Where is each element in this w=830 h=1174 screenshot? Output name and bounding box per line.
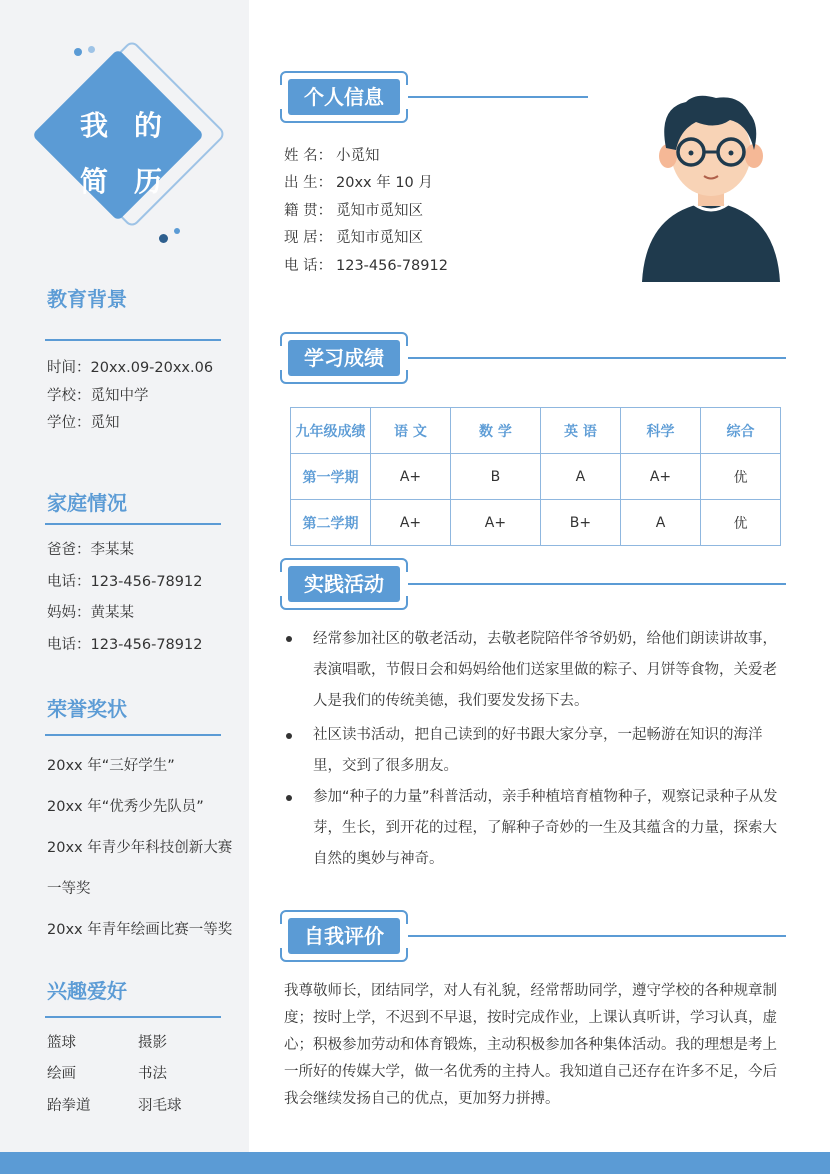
info-row-name xyxy=(284,144,380,165)
hobby-item: 绘画 xyxy=(47,1066,76,1082)
info-row-birth xyxy=(284,171,433,192)
hobby-item: 摄影 xyxy=(138,1035,167,1051)
bullet-icon xyxy=(286,733,292,739)
logo-char: 历 xyxy=(134,165,163,198)
resume-logo xyxy=(22,44,222,244)
section-title: 实践活动 xyxy=(288,566,400,602)
section-line xyxy=(408,357,786,359)
education-line: 时间：20xx.09-20xx.06 xyxy=(47,360,214,376)
section-divider xyxy=(45,523,221,525)
info-row-phone xyxy=(284,254,448,275)
info-label: 出 生： xyxy=(284,175,333,191)
avatar-illustration xyxy=(636,90,786,290)
info-value: 觅知市觅知区 xyxy=(336,203,423,219)
section-line xyxy=(408,583,786,585)
honor-line: 20xx 年青年绘画比赛一等奖 xyxy=(47,922,233,938)
info-value: 小觅知 xyxy=(336,148,380,164)
family-line: 爸爸：李某某 xyxy=(47,542,134,558)
table-header-cell: 语 文 xyxy=(370,408,450,454)
hobby-item: 羽毛球 xyxy=(138,1098,182,1114)
info-value: 20xx 年 10 月 xyxy=(336,175,433,191)
honor-line: 20xx 年青少年科技创新大赛 xyxy=(47,840,233,856)
hobby-item: 篮球 xyxy=(47,1035,76,1051)
honors-title: 荣誉奖状 xyxy=(47,697,127,721)
logo-char: 的 xyxy=(134,109,163,142)
table-header-cell: 英 语 xyxy=(540,408,620,454)
hobby-item: 跆拳道 xyxy=(47,1098,91,1114)
table-cell: A xyxy=(540,454,620,500)
table-cell: A+ xyxy=(620,454,700,500)
section-divider xyxy=(45,339,221,341)
decor-dot xyxy=(174,228,180,234)
table-row xyxy=(291,454,781,500)
section-title: 个人信息 xyxy=(288,79,400,115)
table-cell: A+ xyxy=(451,500,541,546)
table-cell: A xyxy=(620,500,700,546)
honor-line: 一等奖 xyxy=(47,881,91,897)
info-row-residence xyxy=(284,226,423,247)
education-title: 教育背景 xyxy=(47,287,127,311)
table-cell: B+ xyxy=(540,500,620,546)
practice-item: 经常参加社区的敬老活动，去敬老院陪伴爷爷奶奶，给他们朗读讲故事，表演唱歌，节假日会和妈妈给他们送家里做的粽子、月饼等食物，关爱老人是我们的传统美德，我们要发发扬下去。 xyxy=(313,631,777,709)
info-label: 现 居： xyxy=(284,230,333,246)
table-cell: 优 xyxy=(701,500,781,546)
info-label: 电 话： xyxy=(284,258,333,274)
grades-table xyxy=(290,407,781,546)
family-line: 妈妈：黄某某 xyxy=(47,605,134,621)
logo-char: 简 xyxy=(80,165,109,198)
section-line xyxy=(408,96,588,98)
education-line: 学位：觅知 xyxy=(47,415,120,431)
info-value: 觅知市觅知区 xyxy=(336,230,423,246)
self-eval-text: 我尊敬师长，团结同学，对人有礼貌，经常帮助同学，遵守学校的各种规章制度；按时上学，不迟到不早退，按时完成作业，上课认真听讲，学习认真，虚心；积极参加劳动和体育锻炼，主动积极参加各种集体活动。我的理想是考上一所好的传媒大学，做一名优秀的主持人。我知道自己还存在许多不足，今后我会继续发扬自己的优点，更加努力拼搏。 xyxy=(284,983,777,1107)
family-line: 电话：123-456-78912 xyxy=(47,637,203,653)
info-label: 籍 贯： xyxy=(284,203,333,219)
bullet-icon xyxy=(286,636,292,642)
decor-dot xyxy=(74,48,82,56)
family-line: 电话：123-456-78912 xyxy=(47,574,203,590)
section-divider xyxy=(45,734,221,736)
diamond-fill xyxy=(32,49,205,222)
info-label: 姓 名： xyxy=(284,148,333,164)
table-cell: A+ xyxy=(370,500,450,546)
honor-line: 20xx 年“优秀少先队员” xyxy=(47,799,204,815)
table-cell: 优 xyxy=(701,454,781,500)
footer-bar xyxy=(0,1152,830,1174)
section-divider xyxy=(45,1016,221,1018)
section-title: 学习成绩 xyxy=(288,340,400,376)
bullet-icon xyxy=(286,795,292,801)
decor-dot xyxy=(159,234,168,243)
info-value: 123-456-78912 xyxy=(336,258,448,274)
table-cell: B xyxy=(451,454,541,500)
hobbies-title: 兴趣爱好 xyxy=(47,979,127,1003)
section-line xyxy=(408,935,786,937)
info-row-native xyxy=(284,199,423,220)
practice-item: 社区读书活动，把自己读到的好书跟大家分享，一起畅游在知识的海洋里，交到了很多朋友。 xyxy=(313,727,763,774)
decor-dot xyxy=(88,46,95,53)
education-line: 学校：觅知中学 xyxy=(47,388,149,404)
hobby-item: 书法 xyxy=(138,1066,167,1082)
table-row-label: 第一学期 xyxy=(291,454,371,500)
table-row xyxy=(291,500,781,546)
logo-char: 我 xyxy=(80,109,109,142)
section-title: 自我评价 xyxy=(288,918,400,954)
table-header-cell: 综合 xyxy=(701,408,781,454)
family-title: 家庭情况 xyxy=(47,491,127,515)
table-header-row xyxy=(291,408,781,454)
honor-line: 20xx 年“三好学生” xyxy=(47,758,175,774)
practice-item: 参加“种子的力量”科普活动，亲手种植培育植物种子，观察记录种子从发芽，生长，到开花的过程，了解种子奇妙的一生及其蕴含的力量，探索大自然的奥妙与神奇。 xyxy=(313,789,778,867)
table-header-cell: 九年级成绩 xyxy=(291,408,371,454)
table-row-label: 第二学期 xyxy=(291,500,371,546)
table-header-cell: 科学 xyxy=(620,408,700,454)
table-cell: A+ xyxy=(370,454,450,500)
table-header-cell: 数 学 xyxy=(451,408,541,454)
